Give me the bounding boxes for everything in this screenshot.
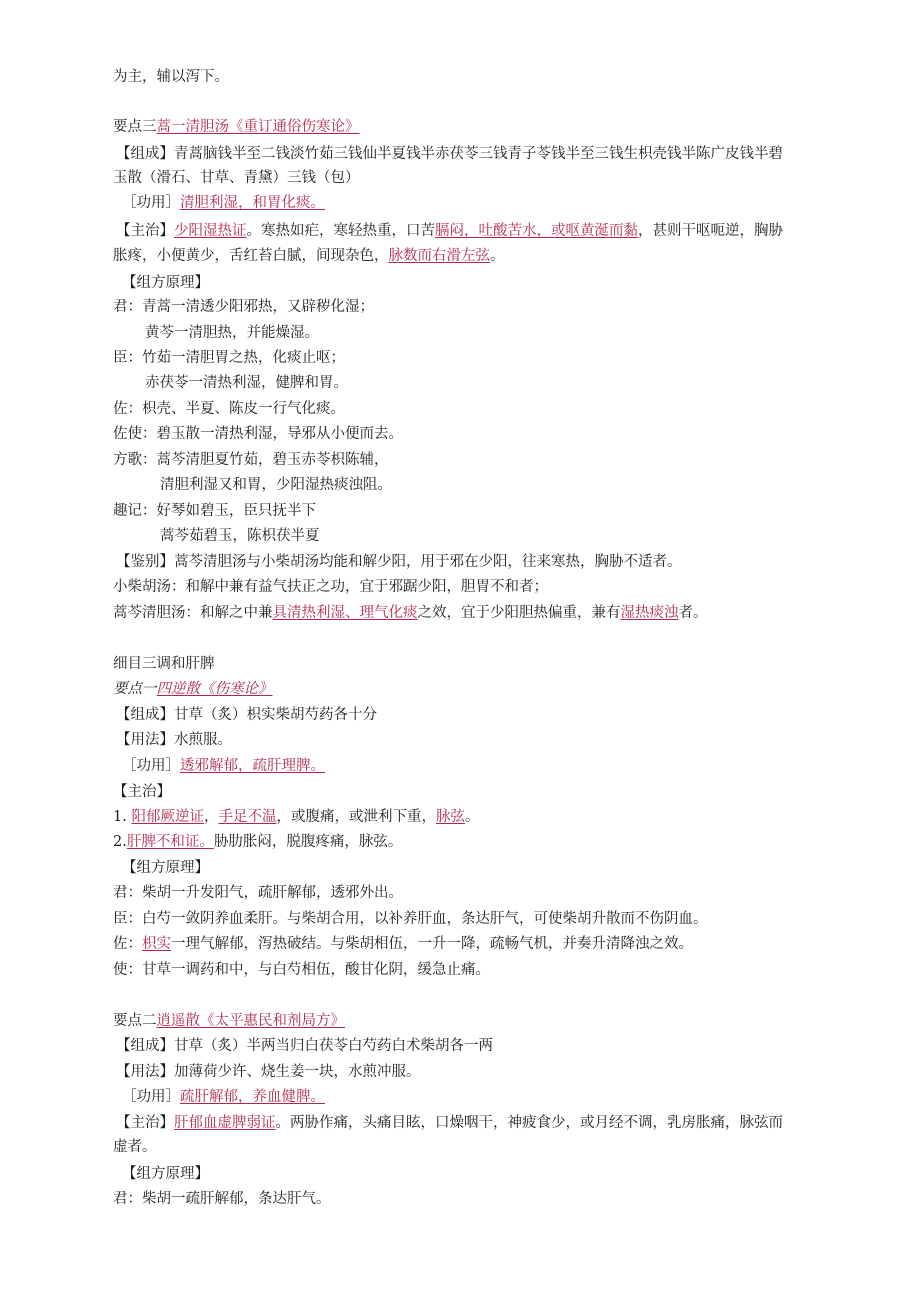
text-segment: 。 <box>464 809 480 825</box>
text-line <box>116 730 232 750</box>
text-segment: 清胆利湿又和胃，少阳湿热痰浊阻。 <box>160 477 392 493</box>
text-line <box>122 193 325 213</box>
text-segment: 赤茯苓一清热利湿，健脾和胃。 <box>145 375 348 391</box>
highlighted-text: 肝脾不和证。 <box>126 834 214 850</box>
highlighted-text: 透邪解郁，疏肝理脾。 <box>180 758 325 774</box>
text-segment: 【组方原理】 <box>122 275 209 291</box>
text-line <box>160 526 320 546</box>
text-line <box>113 1137 157 1157</box>
text-segment: 为主，辅以泻下。 <box>113 69 229 85</box>
text-segment: 【组成】甘草（炙）半两当归白茯苓白芍药白术柴胡各一两 <box>116 1038 493 1054</box>
highlighted-text: 具清热利湿、理气化痰 <box>272 605 418 621</box>
text-line <box>122 756 325 776</box>
highlighted-text: 脉弦 <box>435 809 465 825</box>
highlighted-text: 少阳湿热证 <box>174 223 247 239</box>
text-segment: 小柴胡汤：和解中兼有益气扶正之功，宜于邪踞少阳，胆胃不和者； <box>113 579 548 595</box>
text-segment: 之效，宜于少阳胆热偏重，兼有 <box>417 605 621 621</box>
text-segment: 【组方原理】 <box>122 1166 209 1182</box>
text-segment: 方歌：蒿芩清胆夏竹茹，碧玉赤苓枳陈辅， <box>113 452 389 468</box>
text-segment: 君：柴胡一升发阳气，疏肝解郁，透邪外出。 <box>113 885 403 901</box>
text-line <box>113 1189 331 1209</box>
highlighted-text: 四逆散《伤寒论》 <box>156 681 273 697</box>
highlighted-text: 膈闷，吐酸苦水，或呕黄涎而黏 <box>435 223 638 239</box>
highlighted-text: 清胆利湿，和胃化痰。 <box>180 195 325 211</box>
text-line <box>113 297 374 317</box>
highlighted-text: 肝郁血虚脾弱证 <box>174 1115 276 1131</box>
text-segment: 。 <box>490 248 505 264</box>
text-line <box>160 475 392 495</box>
text-segment: 【用法】水煎服。 <box>116 732 232 748</box>
text-line <box>116 1113 783 1133</box>
text-segment: 蒿芩清胆汤：和解之中兼 <box>113 605 273 621</box>
text-line <box>145 373 348 393</box>
text-segment: ，甚则干呕呃逆，胸胁 <box>638 223 783 239</box>
text-line <box>116 1036 493 1056</box>
text-line <box>122 273 209 293</box>
text-segment: ， <box>203 809 219 825</box>
text-segment: 要点一 <box>113 681 157 697</box>
text-segment: 【主治】 <box>116 223 174 239</box>
text-line <box>113 654 215 674</box>
text-segment: 胁肋胀闷，脱腹疼痛，脉弦。 <box>213 834 403 850</box>
text-line <box>113 807 479 827</box>
text-segment: ［功用］ <box>122 758 180 774</box>
highlighted-text: 湿热痰浊 <box>620 605 679 621</box>
text-line <box>113 832 402 852</box>
text-line <box>113 168 360 188</box>
text-segment: 玉散（滑石、甘草、青黛）三钱（包） <box>113 170 360 186</box>
text-segment: 者。 <box>678 605 708 621</box>
highlighted-text: 脉数而右滑左弦 <box>388 248 490 264</box>
text-segment: ［功用］ <box>122 1089 180 1105</box>
highlighted-text: 逍遥散《太平惠民和剂局方》 <box>156 1013 345 1029</box>
text-segment: 【组成】甘草（炙）枳实柴胡芍药各十分 <box>116 707 377 723</box>
text-line <box>113 909 708 929</box>
text-segment: 一理气解郁，泻热破结。与柴胡相伍，一升一降，疏畅气机，并奏升清降浊之效。 <box>171 936 693 952</box>
text-line <box>113 117 360 137</box>
text-segment: 要点二 <box>113 1013 157 1029</box>
text-line <box>113 577 548 597</box>
text-segment: 臣：竹茹一清胆胃之热，化痰止呕； <box>113 350 345 366</box>
highlighted-text: 手足不温 <box>218 809 277 825</box>
text-segment: 【组成】青蒿脑钱半至二钱淡竹茹三钱仙半夏钱半赤茯苓三钱青子苓钱半至三钱生枳壳钱半陈广皮钱半碧 <box>116 146 783 162</box>
text-line <box>113 67 229 87</box>
text-segment: 2. <box>113 834 127 850</box>
text-line <box>145 323 319 343</box>
text-segment: 【主治】 <box>116 1115 174 1131</box>
text-segment: 趣记：好琴如碧玉，臣只抚半下 <box>113 503 316 519</box>
text-segment: 臣：白芍一敛阴养血柔肝。与柴胡合用，以补养肝血，条达肝气，可使柴胡升散而不伤阴血。 <box>113 911 708 927</box>
text-line <box>113 399 345 419</box>
text-line <box>113 960 490 980</box>
highlighted-text: 枳实 <box>142 936 171 952</box>
text-segment: 【主治】 <box>113 784 171 800</box>
highlighted-text: 蒿一清胆汤《重订通俗伤寒论》 <box>156 119 360 135</box>
text-line <box>113 348 345 368</box>
text-segment: ［功用］ <box>122 195 180 211</box>
text-segment: 佐： <box>113 936 142 952</box>
text-line <box>113 883 403 903</box>
text-line <box>116 705 377 725</box>
text-line <box>113 450 389 470</box>
text-segment: 。寒热如疟，寒轻热重，口苦 <box>246 223 435 239</box>
highlighted-text: 疏肝解郁，养血健脾。 <box>180 1089 325 1105</box>
text-segment: 1. <box>113 809 132 825</box>
text-line <box>113 1011 345 1031</box>
text-segment: 佐使：碧玉散一清热利湿，导邪从小便而去。 <box>113 426 403 442</box>
text-line <box>113 679 273 699</box>
text-line <box>122 858 209 878</box>
text-segment: 君：柴胡一疏肝解郁，条达肝气。 <box>113 1191 331 1207</box>
text-segment: 虚者。 <box>113 1139 157 1155</box>
text-segment: 要点三 <box>113 119 157 135</box>
text-segment: ，或腹痛，或泄利下重， <box>276 809 436 825</box>
text-segment: 【鉴别】蒿芩清胆汤与小柴胡汤均能和解少阳，用于邪在少阳，往来寒热，胸胁不适者。 <box>116 554 682 570</box>
text-segment: 使：甘草一调药和中，与白芍相伍，酸甘化阴，缓急止痛。 <box>113 962 490 978</box>
text-line <box>113 424 403 444</box>
text-line <box>122 1164 209 1184</box>
highlighted-text: 阳郁厥逆证 <box>131 809 204 825</box>
text-segment: 黄芩一清胆热，并能燥湿。 <box>145 325 319 341</box>
text-line <box>116 552 682 572</box>
text-segment: 细目三调和肝脾 <box>113 656 215 672</box>
text-segment: 。两胁作痛，头痛目眩，口燥咽干，神疲食少，或月经不调，乳房胀痛，脉弦而 <box>275 1115 783 1131</box>
text-segment: 胀疼，小便黄少，舌红苔白腻，间现杂色， <box>113 248 389 264</box>
text-line <box>116 1062 421 1082</box>
text-line <box>113 782 171 802</box>
text-line <box>113 603 708 623</box>
text-segment: 【组方原理】 <box>122 860 209 876</box>
text-line <box>122 1087 325 1107</box>
text-segment: 佐：枳壳、半夏、陈皮一行气化痰。 <box>113 401 345 417</box>
text-line <box>113 246 505 266</box>
text-line <box>116 221 783 241</box>
text-segment: 【用法】加薄荷少许、烧生姜一块，水煎冲服。 <box>116 1064 421 1080</box>
text-segment: 蒿芩茹碧玉，陈枳茯半夏 <box>160 528 320 544</box>
text-segment: 君：青蒿一清透少阳邪热，又辟秽化湿； <box>113 299 374 315</box>
text-line <box>113 501 316 521</box>
text-line <box>116 144 783 164</box>
text-line <box>113 934 693 954</box>
